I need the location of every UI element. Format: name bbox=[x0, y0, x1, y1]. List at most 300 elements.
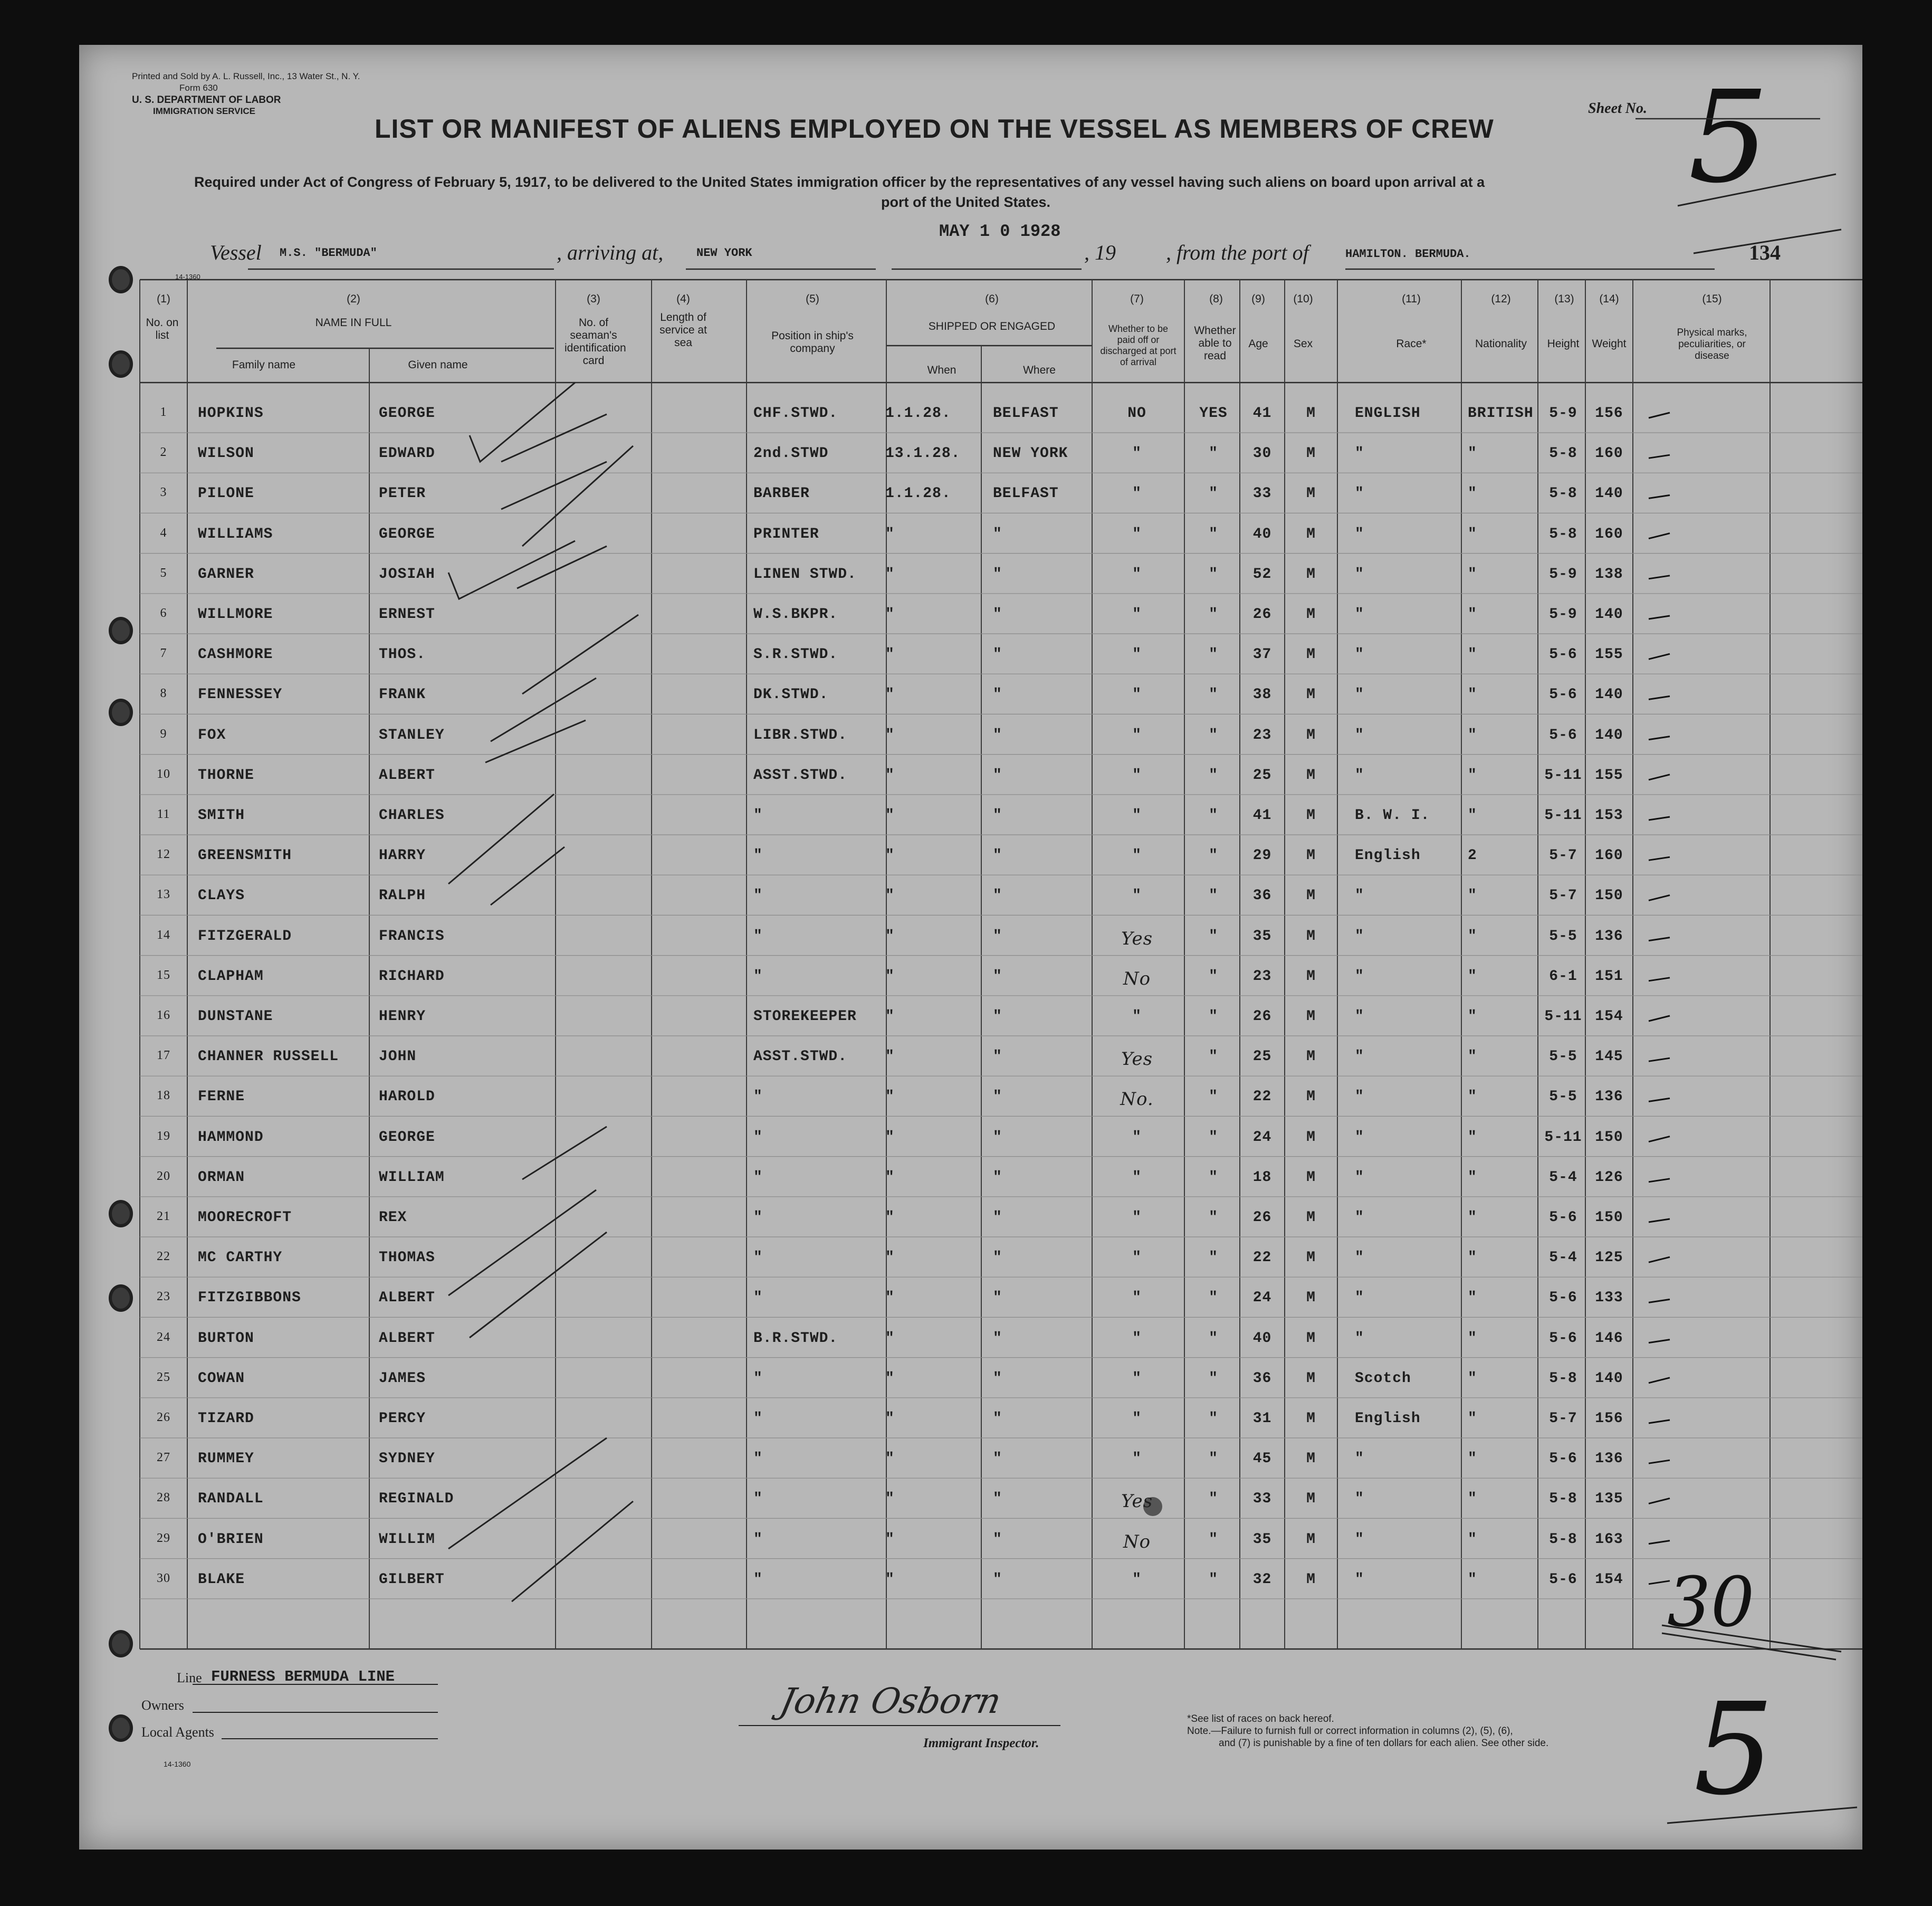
col-15-number: (15) bbox=[1702, 293, 1722, 305]
form-code-top: 14-1360 bbox=[175, 273, 200, 281]
height-cell: 5-9 bbox=[1549, 405, 1577, 422]
race-cell: Scotch bbox=[1355, 1370, 1411, 1387]
shipped-where-cell: " bbox=[993, 888, 1002, 904]
shipped-when-cell: " bbox=[885, 606, 895, 623]
row-number: 28 bbox=[157, 1491, 170, 1505]
weight-cell: 155 bbox=[1595, 767, 1623, 784]
given-name-cell: RICHARD bbox=[379, 968, 445, 985]
given-name-cell: THOMAS bbox=[379, 1250, 435, 1266]
race-cell: " bbox=[1355, 1250, 1364, 1266]
shipped-where-cell: " bbox=[993, 1209, 1002, 1226]
able-to-read-cell: " bbox=[1209, 485, 1218, 502]
given-name-cell: JOSIAH bbox=[379, 566, 435, 583]
position-cell: " bbox=[753, 1451, 763, 1467]
position-cell: " bbox=[753, 1129, 763, 1146]
family-name-cell: GARNER bbox=[198, 566, 254, 583]
shipped-when-cell: " bbox=[885, 888, 895, 904]
family-name-cell: CASHMORE bbox=[198, 646, 273, 663]
col-14-header: Weight bbox=[1592, 338, 1627, 350]
paid-off-cell: " bbox=[1132, 847, 1142, 864]
able-to-read-cell: " bbox=[1209, 1370, 1218, 1387]
sex-cell: M bbox=[1306, 1250, 1316, 1266]
shipped-where-cell: " bbox=[993, 847, 1002, 864]
row-number: 17 bbox=[157, 1049, 170, 1063]
shipped-when-cell: " bbox=[885, 1129, 895, 1146]
inspector-signature: John Osborn bbox=[776, 1681, 1005, 1721]
able-to-read-cell: " bbox=[1209, 1089, 1218, 1106]
able-to-read-cell: " bbox=[1209, 1330, 1218, 1347]
height-cell: 5-11 bbox=[1544, 767, 1582, 784]
race-cell: " bbox=[1355, 767, 1364, 784]
age-cell: 29 bbox=[1252, 847, 1272, 864]
weight-cell: 140 bbox=[1595, 1370, 1623, 1387]
family-name-cell: BURTON bbox=[198, 1330, 254, 1347]
weight-cell: 156 bbox=[1595, 1411, 1623, 1427]
paid-off-cell: " bbox=[1132, 767, 1142, 784]
able-to-read-cell: " bbox=[1209, 727, 1218, 744]
sex-cell: M bbox=[1306, 1129, 1316, 1146]
race-cell: " bbox=[1355, 727, 1364, 744]
height-cell: 5-9 bbox=[1549, 606, 1577, 623]
paid-off-cell: " bbox=[1132, 1330, 1142, 1347]
col-6-header: SHIPPED OR ENGAGED bbox=[928, 320, 1056, 332]
check-tick-mark bbox=[1649, 817, 1670, 820]
nationality-cell: " bbox=[1468, 1089, 1477, 1106]
height-cell: 5-6 bbox=[1549, 646, 1577, 663]
col-13-number: (13) bbox=[1554, 293, 1574, 305]
sex-cell: M bbox=[1306, 888, 1316, 904]
height-cell: 5-5 bbox=[1549, 1049, 1577, 1065]
height-cell: 5-6 bbox=[1549, 1451, 1577, 1467]
position-cell: CHF.STWD. bbox=[753, 405, 838, 422]
nationality-cell: " bbox=[1468, 1571, 1477, 1588]
family-name-cell: GREENSMITH bbox=[198, 847, 292, 864]
family-name-cell: SMITH bbox=[198, 807, 245, 824]
shipped-when-cell: " bbox=[885, 1250, 895, 1266]
age-cell: 45 bbox=[1252, 1451, 1272, 1467]
col-1-header: No. on list bbox=[146, 317, 179, 341]
paid-off-cell: No. bbox=[1120, 1089, 1154, 1110]
height-cell: 5-8 bbox=[1549, 1531, 1577, 1548]
weight-cell: 140 bbox=[1595, 687, 1623, 703]
race-cell: " bbox=[1355, 646, 1364, 663]
check-tick-mark bbox=[1649, 1257, 1670, 1262]
position-cell: " bbox=[753, 928, 763, 945]
given-name-cell: JOHN bbox=[379, 1049, 417, 1065]
age-cell: 32 bbox=[1252, 1571, 1272, 1588]
family-name-cell: HOPKINS bbox=[198, 405, 264, 422]
position-cell: LINEN STWD. bbox=[753, 566, 857, 583]
paid-off-cell: " bbox=[1132, 1571, 1142, 1588]
given-name-cell: GEORGE bbox=[379, 526, 435, 542]
given-name-cell: ALBERT bbox=[379, 767, 435, 784]
nationality-cell: " bbox=[1468, 968, 1477, 985]
race-cell: " bbox=[1355, 1209, 1364, 1226]
able-to-read-cell: " bbox=[1209, 606, 1218, 623]
col-4-number: (4) bbox=[676, 293, 690, 305]
check-tick-mark bbox=[1649, 1058, 1670, 1061]
row-number: 5 bbox=[160, 566, 167, 580]
check-tick-mark bbox=[1649, 1299, 1670, 1302]
form-number: Form 630 bbox=[179, 83, 218, 93]
inspector-title: Immigrant Inspector. bbox=[923, 1736, 1039, 1750]
nationality-cell: " bbox=[1468, 1290, 1477, 1307]
height-cell: 5-8 bbox=[1549, 1370, 1577, 1387]
age-cell: 36 bbox=[1252, 1370, 1272, 1387]
sex-cell: M bbox=[1306, 1411, 1316, 1427]
shipped-where-cell: " bbox=[993, 1008, 1002, 1025]
height-cell: 5-6 bbox=[1549, 1330, 1577, 1347]
height-cell: 5-8 bbox=[1549, 485, 1577, 502]
col-1-number: (1) bbox=[157, 293, 170, 305]
family-name-cell: DUNSTANE bbox=[198, 1008, 273, 1025]
weight-cell: 136 bbox=[1595, 1089, 1623, 1106]
weight-cell: 146 bbox=[1595, 1330, 1623, 1347]
age-cell: 33 bbox=[1252, 1491, 1272, 1508]
col-8-header: Whether able to read bbox=[1194, 325, 1236, 362]
nationality-cell: " bbox=[1468, 888, 1477, 904]
note-races: *See list of races on back hereof. bbox=[1187, 1713, 1334, 1724]
able-to-read-cell: " bbox=[1209, 1531, 1218, 1548]
age-cell: 24 bbox=[1252, 1290, 1272, 1307]
shipped-when-cell: " bbox=[885, 1169, 895, 1186]
check-tick-mark bbox=[1649, 1378, 1670, 1383]
height-cell: 5-8 bbox=[1549, 526, 1577, 542]
able-to-read-cell: " bbox=[1209, 888, 1218, 904]
col-9-number: (9) bbox=[1251, 293, 1265, 305]
shipped-when-cell: " bbox=[885, 687, 895, 703]
shipped-where-cell: " bbox=[993, 1250, 1002, 1266]
given-name-cell: ERNEST bbox=[379, 606, 435, 623]
paid-off-cell: " bbox=[1132, 606, 1142, 623]
family-name-cell: WILLMORE bbox=[198, 606, 273, 623]
page-number: 134 bbox=[1749, 241, 1781, 264]
sex-cell: M bbox=[1306, 687, 1316, 703]
shipped-when-cell: " bbox=[885, 1089, 895, 1106]
row-number: 25 bbox=[157, 1370, 170, 1384]
sheet-label: Sheet No. bbox=[1588, 100, 1647, 117]
height-cell: 5-11 bbox=[1544, 1129, 1582, 1146]
race-cell: " bbox=[1355, 485, 1364, 502]
check-tick-mark bbox=[1649, 978, 1670, 981]
weight-cell: 140 bbox=[1595, 485, 1623, 502]
age-cell: 22 bbox=[1252, 1089, 1272, 1106]
col-10-header: Sex bbox=[1293, 338, 1313, 350]
check-tick-mark bbox=[1649, 616, 1670, 619]
paid-off-cell: NO bbox=[1127, 405, 1146, 422]
check-tick-mark bbox=[1649, 1420, 1670, 1423]
check-tick-mark bbox=[1649, 413, 1670, 418]
able-to-read-cell: " bbox=[1209, 928, 1218, 945]
shipped-when-cell: 1.1.28. bbox=[885, 485, 951, 502]
paid-off-cell: " bbox=[1132, 1451, 1142, 1467]
age-cell: 41 bbox=[1252, 807, 1272, 824]
nationality-cell: " bbox=[1468, 526, 1477, 542]
race-cell: B. W. I. bbox=[1355, 807, 1430, 824]
row-number: 3 bbox=[160, 485, 167, 500]
shipped-where-cell: BELFAST bbox=[993, 405, 1059, 422]
position-cell: DK.STWD. bbox=[753, 687, 829, 703]
sex-cell: M bbox=[1306, 1290, 1316, 1307]
check-tick-mark bbox=[1649, 1581, 1670, 1584]
col-10-number: (10) bbox=[1293, 293, 1313, 305]
row-number: 6 bbox=[160, 606, 167, 620]
given-name-cell: THOS. bbox=[379, 646, 426, 663]
paid-off-cell: Yes bbox=[1121, 1491, 1153, 1512]
race-cell: " bbox=[1355, 1008, 1364, 1025]
shipped-where-cell: " bbox=[993, 1330, 1002, 1347]
given-name-header: Given name bbox=[408, 359, 468, 371]
age-cell: 25 bbox=[1252, 1049, 1272, 1065]
given-name-cell: GILBERT bbox=[379, 1571, 445, 1588]
row-number: 23 bbox=[157, 1290, 170, 1304]
able-to-read-cell: YES bbox=[1199, 405, 1228, 422]
position-cell: BARBER bbox=[753, 485, 810, 502]
position-cell: B.R.STWD. bbox=[753, 1330, 838, 1347]
paid-off-cell: " bbox=[1132, 485, 1142, 502]
row-number: 18 bbox=[157, 1089, 170, 1103]
race-cell: ENGLISH bbox=[1355, 405, 1421, 422]
height-cell: 5-5 bbox=[1549, 928, 1577, 945]
row-number: 8 bbox=[160, 687, 167, 701]
owners-label: Owners bbox=[141, 1698, 184, 1713]
weight-cell: 145 bbox=[1595, 1049, 1623, 1065]
position-cell: " bbox=[753, 1571, 763, 1588]
family-name-cell: ORMAN bbox=[198, 1169, 245, 1186]
shipped-where-cell: " bbox=[993, 1169, 1002, 1186]
col-2-number: (2) bbox=[347, 293, 360, 305]
able-to-read-cell: " bbox=[1209, 968, 1218, 985]
shipped-when-cell: " bbox=[885, 1411, 895, 1427]
height-cell: 5-8 bbox=[1549, 1491, 1577, 1508]
nationality-cell: BRITISH bbox=[1468, 405, 1534, 422]
weight-cell: 133 bbox=[1595, 1290, 1623, 1307]
sex-cell: M bbox=[1306, 847, 1316, 864]
age-cell: 36 bbox=[1252, 888, 1272, 904]
paid-off-cell: " bbox=[1132, 1169, 1142, 1186]
check-tick-mark bbox=[1649, 1016, 1670, 1021]
sex-cell: M bbox=[1306, 1049, 1316, 1065]
shipped-when-cell: " bbox=[885, 1008, 895, 1025]
height-cell: 5-7 bbox=[1549, 847, 1577, 864]
check-tick-mark bbox=[1649, 1340, 1670, 1343]
shipped-when-cell: " bbox=[885, 727, 895, 744]
position-cell: S.R.STWD. bbox=[753, 646, 838, 663]
sex-cell: M bbox=[1306, 1008, 1316, 1025]
check-tick-mark bbox=[1649, 1219, 1670, 1222]
height-cell: 5-5 bbox=[1549, 1089, 1577, 1106]
col-13-header: Height bbox=[1547, 338, 1580, 350]
nationality-cell: 2 bbox=[1468, 847, 1477, 864]
age-cell: 35 bbox=[1252, 1531, 1272, 1548]
given-name-cell: EDWARD bbox=[379, 445, 435, 462]
shipped-when-cell: " bbox=[885, 1330, 895, 1347]
shipped-where-cell: " bbox=[993, 1411, 1002, 1427]
shipped-when-cell: " bbox=[885, 1451, 895, 1467]
weight-cell: 160 bbox=[1595, 526, 1623, 542]
given-name-cell: HAROLD bbox=[379, 1089, 435, 1106]
paid-off-cell: Yes bbox=[1121, 928, 1153, 949]
vessel-label: Vessel bbox=[210, 241, 262, 264]
service-label: IMMIGRATION SERVICE bbox=[153, 106, 255, 116]
row-number: 2 bbox=[160, 445, 167, 460]
subtitle-line-1: Required under Act of Congress of February 5, 1917, to be delivered to the United States immigration officer by the representatives of any vessel having such aliens on board upon arrival at a bbox=[194, 174, 1485, 190]
shipped-when-cell: " bbox=[885, 1290, 895, 1307]
check-tick-mark bbox=[1649, 737, 1670, 740]
able-to-read-cell: " bbox=[1209, 646, 1218, 663]
check-tick-mark bbox=[1649, 775, 1670, 780]
family-name-cell: CLAPHAM bbox=[198, 968, 264, 985]
able-to-read-cell: " bbox=[1209, 807, 1218, 824]
check-tick-mark bbox=[1649, 938, 1670, 941]
weight-cell: 126 bbox=[1595, 1169, 1623, 1186]
shipped-where-cell: " bbox=[993, 1089, 1002, 1106]
nationality-cell: " bbox=[1468, 928, 1477, 945]
row-number: 15 bbox=[157, 968, 170, 982]
shipped-when-cell: " bbox=[885, 1370, 895, 1387]
weight-cell: 150 bbox=[1595, 888, 1623, 904]
line-value: FURNESS BERMUDA LINE bbox=[211, 1668, 395, 1685]
date-stamp: MAY 1 0 1928 bbox=[939, 222, 1061, 241]
race-cell: " bbox=[1355, 1049, 1364, 1065]
check-tick-mark bbox=[1649, 1498, 1670, 1503]
line-label: Line bbox=[177, 1670, 202, 1685]
printer-line: Printed and Sold by A. L. Russell, Inc., 13 Water St., N. Y. bbox=[132, 71, 360, 81]
row-number: 30 bbox=[157, 1571, 170, 1585]
shipped-where-cell: " bbox=[993, 1491, 1002, 1508]
sex-cell: M bbox=[1306, 445, 1316, 462]
paid-off-cell: " bbox=[1132, 888, 1142, 904]
col-15-header: Physical marks, peculiarities, or disease bbox=[1677, 327, 1747, 361]
shipped-when-cell: " bbox=[885, 807, 895, 824]
height-cell: 5-6 bbox=[1549, 1571, 1577, 1588]
family-name-cell: MC CARTHY bbox=[198, 1250, 283, 1266]
paid-off-cell: " bbox=[1132, 445, 1142, 462]
age-cell: 26 bbox=[1252, 1209, 1272, 1226]
shipped-when-cell: " bbox=[885, 566, 895, 583]
department-label: U. S. DEPARTMENT OF LABOR bbox=[132, 94, 281, 106]
paid-off-cell: " bbox=[1132, 1129, 1142, 1146]
given-name-cell: ALBERT bbox=[379, 1330, 435, 1347]
weight-cell: 150 bbox=[1595, 1129, 1623, 1146]
paid-off-cell: No bbox=[1123, 968, 1151, 989]
nationality-cell: " bbox=[1468, 1209, 1477, 1226]
given-name-cell: HARRY bbox=[379, 847, 426, 864]
paid-off-cell: " bbox=[1132, 566, 1142, 583]
given-name-cell: REX bbox=[379, 1209, 407, 1226]
race-cell: " bbox=[1355, 526, 1364, 542]
sex-cell: M bbox=[1306, 1169, 1316, 1186]
position-cell: STOREKEEPER bbox=[753, 1008, 857, 1025]
family-name-cell: CLAYS bbox=[198, 888, 245, 904]
row-number: 7 bbox=[160, 646, 167, 661]
sex-cell: M bbox=[1306, 1330, 1316, 1347]
age-cell: 40 bbox=[1252, 526, 1272, 542]
shipped-when-cell: " bbox=[885, 1571, 895, 1588]
height-cell: 5-6 bbox=[1549, 1209, 1577, 1226]
age-cell: 40 bbox=[1252, 1330, 1272, 1347]
given-name-cell: ALBERT bbox=[379, 1290, 435, 1307]
able-to-read-cell: " bbox=[1209, 847, 1218, 864]
given-name-cell: JAMES bbox=[379, 1370, 426, 1387]
race-cell: " bbox=[1355, 928, 1364, 945]
sex-cell: M bbox=[1306, 727, 1316, 744]
race-cell: " bbox=[1355, 1129, 1364, 1146]
sex-cell: M bbox=[1306, 807, 1316, 824]
shipped-where-cell: BELFAST bbox=[993, 485, 1059, 502]
weight-cell: 155 bbox=[1595, 646, 1623, 663]
row-number: 27 bbox=[157, 1451, 170, 1465]
able-to-read-cell: " bbox=[1209, 1250, 1218, 1266]
age-cell: 26 bbox=[1252, 1008, 1272, 1025]
row-number: 26 bbox=[157, 1411, 170, 1424]
height-cell: 5-11 bbox=[1544, 1008, 1582, 1025]
nationality-cell: " bbox=[1468, 807, 1477, 824]
shipped-where-cell: NEW YORK bbox=[993, 445, 1068, 462]
given-name-cell: FRANCIS bbox=[379, 928, 445, 945]
weight-cell: 154 bbox=[1595, 1571, 1623, 1588]
nationality-cell: " bbox=[1468, 1451, 1477, 1467]
sex-cell: M bbox=[1306, 767, 1316, 784]
age-cell: 23 bbox=[1252, 727, 1272, 744]
col-4-header: Length of service at sea bbox=[659, 311, 707, 349]
nationality-cell: " bbox=[1468, 1129, 1477, 1146]
paid-off-cell: No bbox=[1123, 1531, 1151, 1552]
family-name-cell: RANDALL bbox=[198, 1491, 264, 1508]
sheet-number: 5 bbox=[1688, 63, 1769, 211]
shipped-when-cell: " bbox=[885, 767, 895, 784]
given-name-cell: FRANK bbox=[379, 687, 426, 703]
nationality-cell: " bbox=[1468, 687, 1477, 703]
shipped-where-cell: " bbox=[993, 928, 1002, 945]
col-3-number: (3) bbox=[587, 293, 600, 305]
row-number: 1 bbox=[160, 405, 167, 419]
weight-cell: 135 bbox=[1595, 1491, 1623, 1508]
race-cell: " bbox=[1355, 1571, 1364, 1588]
position-cell: 2nd.STWD bbox=[753, 445, 829, 462]
row-number: 21 bbox=[157, 1209, 170, 1223]
given-name-cell: PETER bbox=[379, 485, 426, 502]
weight-cell: 153 bbox=[1595, 807, 1623, 824]
paid-off-cell: " bbox=[1132, 1370, 1142, 1387]
nationality-cell: " bbox=[1468, 1531, 1477, 1548]
row-number: 16 bbox=[157, 1008, 170, 1022]
age-cell: 33 bbox=[1252, 485, 1272, 502]
position-cell: " bbox=[753, 1209, 763, 1226]
height-cell: 6-1 bbox=[1549, 968, 1577, 985]
race-cell: English bbox=[1355, 847, 1421, 864]
col-8-number: (8) bbox=[1209, 293, 1223, 305]
able-to-read-cell: " bbox=[1209, 1451, 1218, 1467]
nationality-cell: " bbox=[1468, 727, 1477, 744]
position-cell: " bbox=[753, 1491, 763, 1508]
weight-cell: 150 bbox=[1595, 1209, 1623, 1226]
given-name-cell: WILLIAM bbox=[379, 1169, 445, 1186]
sex-cell: M bbox=[1306, 1209, 1316, 1226]
age-cell: 38 bbox=[1252, 687, 1272, 703]
position-cell: " bbox=[753, 1169, 763, 1186]
weight-cell: 160 bbox=[1595, 847, 1623, 864]
position-cell: " bbox=[753, 807, 763, 824]
paid-off-cell: " bbox=[1132, 1411, 1142, 1427]
nationality-cell: " bbox=[1468, 1411, 1477, 1427]
shipped-where-cell: " bbox=[993, 1370, 1002, 1387]
position-cell: " bbox=[753, 1370, 763, 1387]
check-tick-mark bbox=[1649, 1098, 1670, 1101]
height-cell: 5-6 bbox=[1549, 687, 1577, 703]
able-to-read-cell: " bbox=[1209, 767, 1218, 784]
when-header: When bbox=[927, 364, 957, 376]
